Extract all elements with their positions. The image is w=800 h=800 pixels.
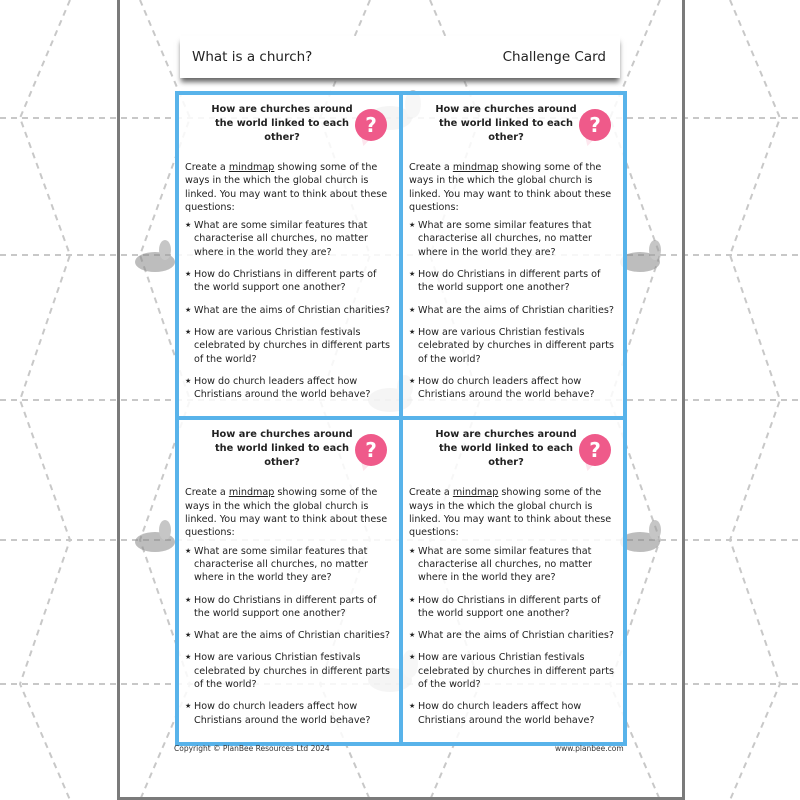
intro-text: showing some of the ways in the which the global church is linked. You may want to think about these questions: — [185, 162, 388, 213]
mindmap-term: mindmap — [228, 487, 275, 499]
question-bubble-icon: ? — [579, 434, 611, 466]
list-item: ★ What are some similar features that characterise all churches, no matter where in the world they are? — [409, 545, 617, 585]
worksheet-header — [180, 36, 620, 78]
question-bubble-icon: ? — [355, 109, 387, 141]
list-item: ★ What are the aims of Christian charities? — [409, 629, 617, 642]
list-item: ★ How do Christians in different parts of the world support one another? — [409, 268, 617, 295]
mindmap-term: mindmap — [228, 162, 275, 173]
card-question: How are churches around the world linked to each other? — [435, 429, 577, 469]
intro-text: Create a — [409, 162, 453, 173]
intro-text: Create a — [185, 162, 229, 173]
question-bubble-icon: ? — [355, 434, 387, 466]
card-intro — [185, 161, 393, 214]
list-item: ★ What are the aims of Christian charities? — [409, 304, 617, 317]
intro-text: showing some of the ways in the which the global church is linked. You may want to think about these questions: — [409, 487, 612, 539]
list-item: ★ How are various Christian festivals celebrated by churches in different parts of the world? — [185, 651, 393, 691]
question-list — [185, 545, 393, 727]
challenge-card — [175, 418, 401, 745]
list-item: ★ How do Christians in different parts of the world support one another? — [185, 594, 393, 621]
mindmap-term: mindmap — [452, 487, 499, 499]
question-list — [185, 219, 393, 401]
card-type-label: Challenge Card — [502, 49, 606, 65]
intro-text: showing some of the ways in the which the global church is linked. You may want to think about these questions: — [409, 162, 612, 213]
intro-text: Create a — [409, 487, 453, 499]
card-question: How are churches around the world linked to each other? — [211, 104, 353, 143]
list-item: ★ How are various Christian festivals celebrated by churches in different parts of the world? — [409, 651, 617, 691]
challenge-card — [175, 91, 401, 418]
list-item: ★ What are the aims of Christian charities? — [185, 629, 393, 642]
list-item: ★ What are some similar features that characterise all churches, no matter where in the world they are? — [409, 219, 617, 259]
worksheet-title: What is a church? — [192, 49, 313, 65]
list-item: ★ How do Christians in different parts of the world support one another? — [185, 268, 393, 295]
list-item: ★ How do Christians in different parts of the world support one another? — [409, 594, 617, 621]
list-item: ★ What are some similar features that characterise all churches, no matter where in the world they are? — [185, 219, 393, 259]
challenge-card — [401, 418, 627, 745]
website-link[interactable]: www.planbee.com — [555, 744, 624, 753]
intro-text: showing some of the ways in the which the global church is linked. You may want to think about these questions: — [185, 487, 388, 539]
list-item: ★ How are various Christian festivals celebrated by churches in different parts of the world? — [185, 326, 393, 366]
list-item: ★ How are various Christian festivals celebrated by churches in different parts of the world? — [409, 326, 617, 366]
list-item: ★ How do church leaders affect how Christians around the world behave? — [409, 700, 617, 727]
question-bubble-icon: ? — [579, 109, 611, 141]
mindmap-term: mindmap — [452, 162, 499, 173]
challenge-card — [401, 91, 627, 418]
list-item: ★ How do church leaders affect how Christians around the world behave? — [185, 375, 393, 402]
card-intro — [409, 161, 617, 214]
card-intro — [409, 486, 617, 539]
challenge-cards-grid — [175, 91, 627, 727]
question-list — [409, 219, 617, 401]
card-intro — [185, 486, 393, 539]
list-item: ★ What are the aims of Christian charities? — [185, 304, 393, 317]
question-list — [409, 545, 617, 727]
list-item: ★ How do church leaders affect how Christians around the world behave? — [409, 375, 617, 402]
card-question: How are churches around the world linked to each other? — [211, 429, 353, 469]
card-question: How are churches around the world linked to each other? — [435, 104, 577, 143]
copyright-text: Copyright © PlanBee Resources Ltd 2024 — [174, 744, 330, 753]
list-item: ★ What are some similar features that characterise all churches, no matter where in the world they are? — [185, 545, 393, 585]
intro-text: Create a — [185, 487, 229, 499]
list-item: ★ How do church leaders affect how Christians around the world behave? — [185, 700, 393, 727]
